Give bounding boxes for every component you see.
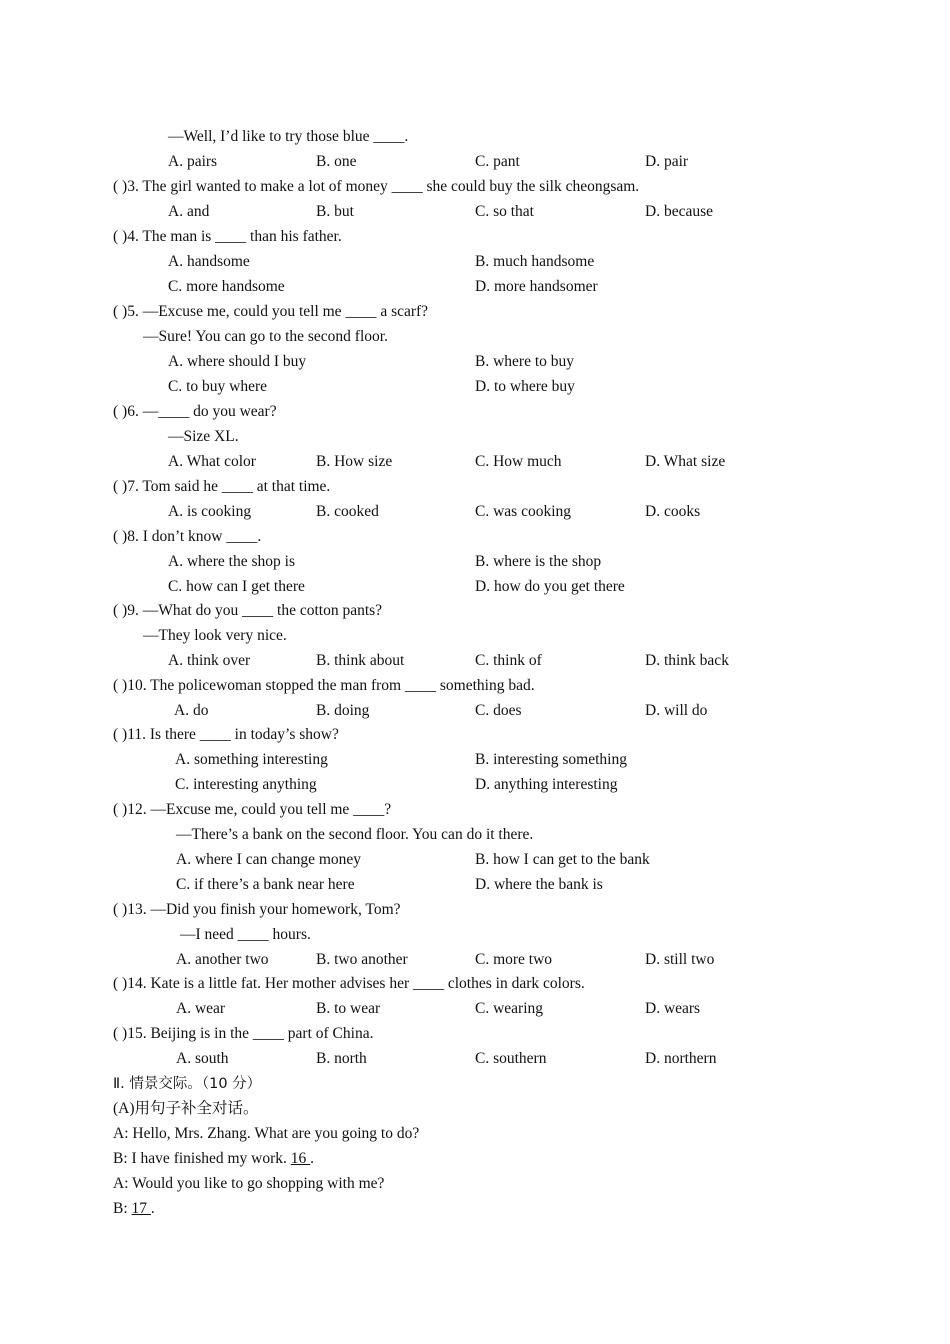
q2-stem-reply: —Well, I’d like to try those blue ____.	[168, 128, 409, 145]
q6-stem: ( )6. —____ do you wear?	[113, 403, 277, 420]
q7-option-c: C. was cooking	[475, 503, 572, 520]
q14-option-a: A. wear	[176, 1000, 226, 1017]
q13-stem: ( )13. —Did you finish your homework, Tom?	[113, 901, 401, 918]
period: .	[150, 1200, 155, 1217]
q14-option-d: D. wears	[645, 1000, 701, 1017]
q14-option-c: C. wearing	[475, 1000, 544, 1017]
q15-option-a: A. south	[176, 1050, 229, 1067]
q13-option-c: C. more two	[475, 951, 553, 968]
q12-option-a: A. where I can change money	[176, 851, 362, 868]
q5-stem: ( )5. —Excuse me, could you tell me ____ a scarf?	[113, 303, 429, 320]
q12-option-c: C. if there’s a bank near here	[176, 876, 355, 893]
section-heading: Ⅱ. 情景交际。（10 分）	[113, 1076, 262, 1092]
q12-option-d: D. where the bank is	[475, 876, 603, 893]
q7-option-b: B. cooked	[316, 503, 379, 520]
q7-option-d: D. cooks	[645, 503, 701, 520]
q9-option-c: C. think of	[475, 652, 542, 669]
q4-option-b: B. much handsome	[475, 253, 595, 270]
q10-option-a: A. do	[174, 702, 209, 719]
q8-option-d: D. how do you get there	[475, 578, 625, 595]
answer-blank-16[interactable]: 16	[290, 1150, 311, 1167]
dialogue-line-1: A: Hello, Mrs. Zhang. What are you going to do?	[113, 1125, 420, 1142]
q9-option-d: D. think back	[645, 652, 729, 669]
q6-option-b: B. How size	[316, 453, 393, 470]
q2-option-c: C. pant	[475, 153, 520, 170]
q2-option-a: A. pairs	[168, 153, 218, 170]
q7-stem: ( )7. Tom said he ____ at that time.	[113, 478, 331, 495]
q5-option-a: A. where should I buy	[168, 353, 307, 370]
q8-stem: ( )8. I don’t know ____.	[113, 528, 262, 545]
q10-stem: ( )10. The policewoman stopped the man from ____ something bad.	[113, 677, 535, 694]
q2-option-d: D. pair	[645, 153, 689, 170]
dialogue-line-4	[113, 1199, 155, 1219]
q4-option-c: C. more handsome	[168, 278, 285, 295]
q6-stem-reply: —Size XL.	[168, 428, 239, 445]
q15-option-c: C. southern	[475, 1050, 547, 1067]
q5-option-c: C. to buy where	[168, 378, 268, 395]
q11-option-a: A. something interesting	[175, 751, 328, 768]
q2-option-b: B. one	[316, 153, 357, 170]
q8-option-a: A. where the shop is	[168, 553, 295, 570]
q13-option-b: B. two another	[316, 951, 408, 968]
period: .	[310, 1150, 315, 1167]
q14-option-b: B. to wear	[316, 1000, 381, 1017]
q11-option-d: D. anything interesting	[475, 776, 618, 793]
q3-option-a: A. and	[168, 203, 210, 220]
q6-option-d: D. What size	[645, 453, 726, 470]
q4-stem: ( )4. The man is ____ than his father.	[113, 228, 342, 245]
q12-option-b: B. how I can get to the bank	[475, 851, 650, 868]
q12-stem-reply: —There’s a bank on the second floor. You can do it there.	[176, 826, 534, 843]
q10-option-d: D. will do	[645, 702, 708, 719]
dialogue-line-3: A: Would you like to go shopping with me?	[113, 1175, 385, 1192]
q15-option-d: D. northern	[645, 1050, 717, 1067]
part-a-instruction: (A)用句子补全对话。	[113, 1100, 259, 1117]
dialogue-line-2-text: B: I have finished my work.	[113, 1150, 291, 1167]
q5-stem-reply: —Sure! You can go to the second floor.	[143, 328, 388, 345]
dialogue-line-4-text: B:	[113, 1200, 132, 1217]
q9-option-b: B. think about	[316, 652, 405, 669]
q3-option-d: D. because	[645, 203, 713, 220]
q7-option-a: A. is cooking	[168, 503, 252, 520]
q9-option-a: A. think over	[168, 652, 251, 669]
q6-option-a: A. What color	[168, 453, 256, 470]
q5-option-b: B. where to buy	[475, 353, 575, 370]
q9-stem: ( )9. —What do you ____ the cotton pants?	[113, 602, 383, 619]
q13-option-d: D. still two	[645, 951, 715, 968]
q8-option-b: B. where is the shop	[475, 553, 602, 570]
q5-option-d: D. to where buy	[475, 378, 575, 395]
q10-option-c: C. does	[475, 702, 522, 719]
q15-stem: ( )15. Beijing is in the ____ part of China.	[113, 1025, 374, 1042]
q4-option-d: D. more handsomer	[475, 278, 598, 295]
q11-option-b: B. interesting something	[475, 751, 627, 768]
q11-option-c: C. interesting anything	[175, 776, 317, 793]
q10-option-b: B. doing	[316, 702, 370, 719]
q9-stem-reply: —They look very nice.	[143, 627, 287, 644]
q8-option-c: C. how can I get there	[168, 578, 305, 595]
q12-stem: ( )12. —Excuse me, could you tell me ____?	[113, 801, 392, 818]
q13-option-a: A. another two	[176, 951, 269, 968]
dialogue-line-2	[113, 1149, 314, 1169]
q6-option-c: C. How much	[475, 453, 562, 470]
q13-stem-reply: —I need ____ hours.	[180, 926, 311, 943]
answer-blank-17[interactable]: 17	[131, 1200, 151, 1217]
q11-stem: ( )11. Is there ____ in today’s show?	[113, 726, 339, 743]
q3-stem: ( )3. The girl wanted to make a lot of money ____ she could buy the silk cheongsam.	[113, 178, 640, 195]
q15-option-b: B. north	[316, 1050, 367, 1067]
q3-option-c: C. so that	[475, 203, 534, 220]
q4-option-a: A. handsome	[168, 253, 250, 270]
q14-stem: ( )14. Kate is a little fat. Her mother advises her ____ clothes in dark colors.	[113, 975, 585, 992]
q3-option-b: B. but	[316, 203, 354, 220]
